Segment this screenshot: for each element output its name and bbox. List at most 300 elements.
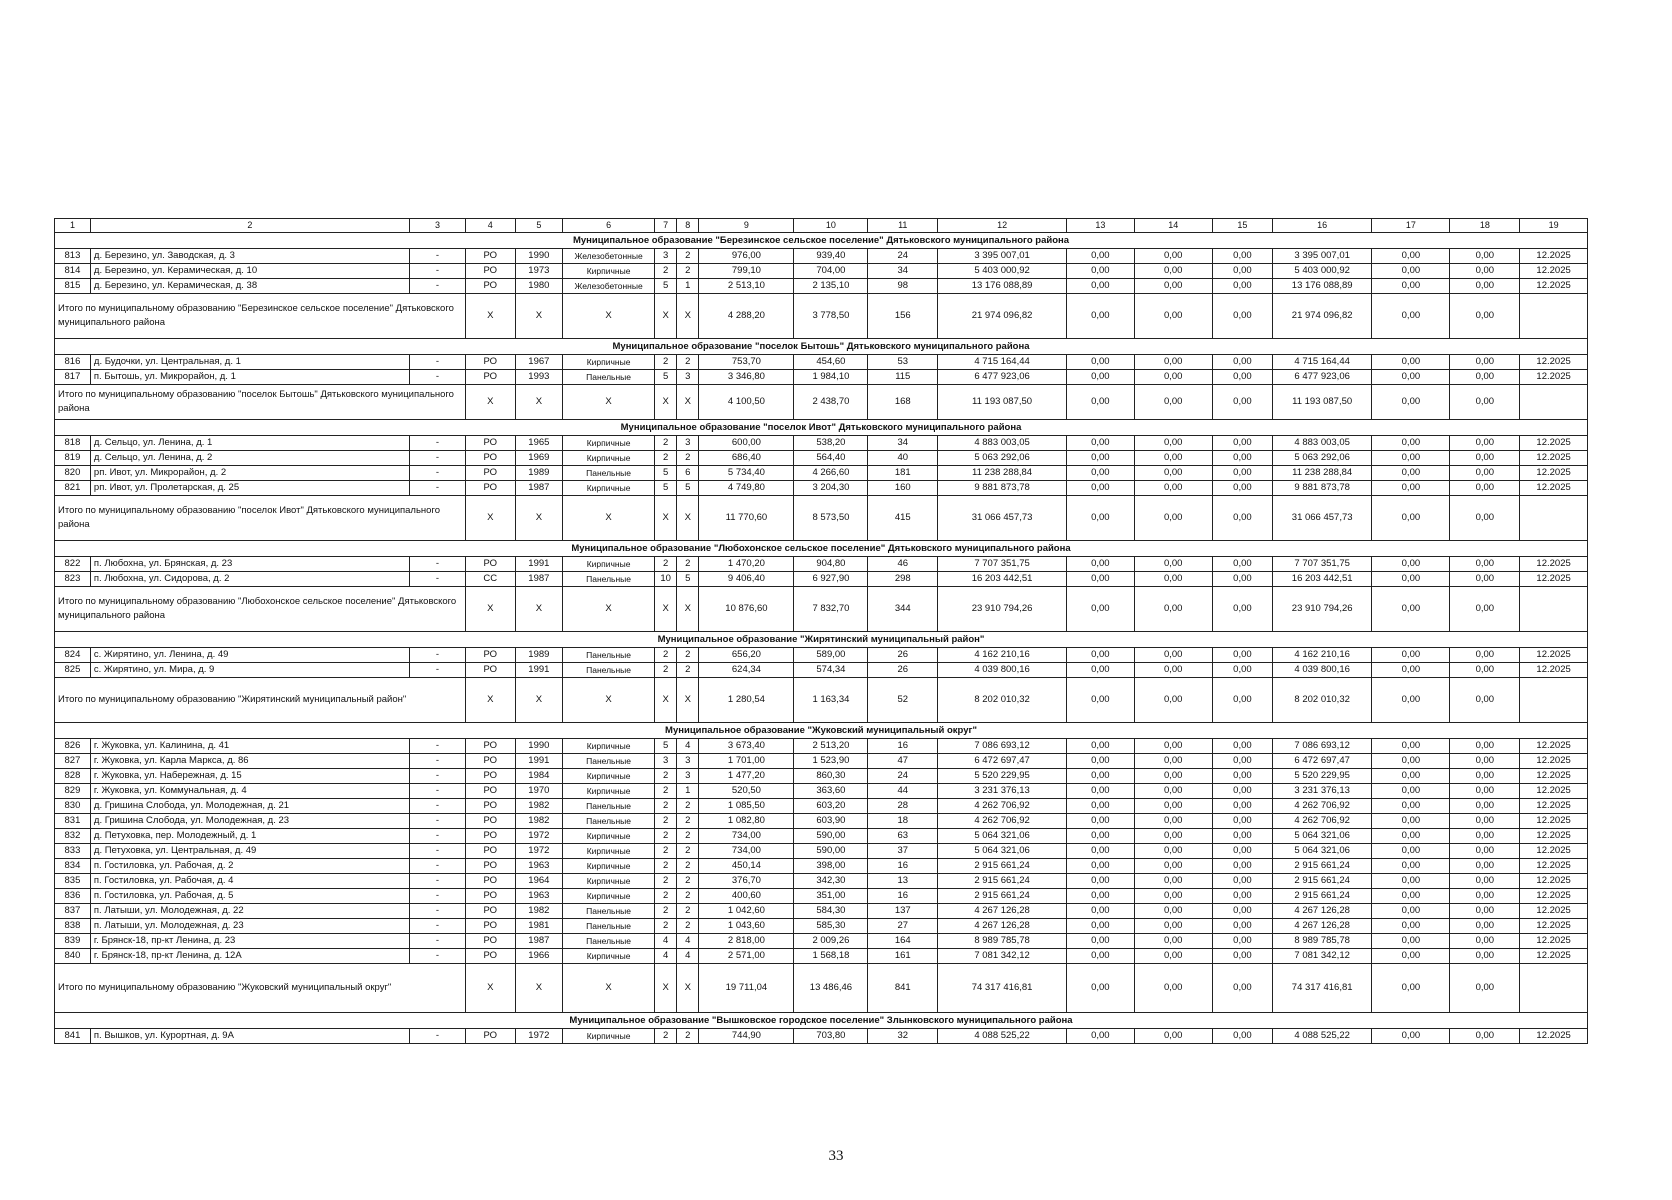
table-cell: Панельные <box>563 919 655 934</box>
table-cell: 4 088 525,22 <box>938 1029 1067 1044</box>
table-cell: Кирпичные <box>563 739 655 754</box>
table-cell: 12.2025 <box>1520 949 1588 964</box>
column-number: 14 <box>1134 219 1212 233</box>
table-cell: 5 <box>677 572 699 587</box>
table-cell: Панельные <box>563 799 655 814</box>
table-cell: 0,00 <box>1212 904 1272 919</box>
table-cell: 27 <box>868 919 938 934</box>
table-cell: 2 <box>655 814 677 829</box>
table-cell: 0,00 <box>1450 264 1520 279</box>
table-cell: 0,00 <box>1450 784 1520 799</box>
total-cell: 21 974 096,82 <box>938 294 1067 339</box>
total-cell: 10 876,60 <box>699 587 794 632</box>
total-cell: 0,00 <box>1450 587 1520 632</box>
table-cell: 4 039 800,16 <box>938 663 1067 678</box>
table-cell: д. Березино, ул. Керамическая, д. 10 <box>90 264 409 279</box>
table-cell: Кирпичные <box>563 949 655 964</box>
table-cell: 835 <box>55 874 91 889</box>
table-cell: 0,00 <box>1134 436 1212 451</box>
total-cell: 1 163,34 <box>794 678 868 723</box>
table-cell: 0,00 <box>1450 829 1520 844</box>
total-cell: 0,00 <box>1372 385 1450 420</box>
total-cell: 0,00 <box>1067 294 1135 339</box>
table-cell: 4 <box>677 949 699 964</box>
table-cell: 0,00 <box>1372 663 1450 678</box>
table-cell: 0,00 <box>1067 829 1135 844</box>
table-cell: 12.2025 <box>1520 557 1588 572</box>
table-cell: 0,00 <box>1134 451 1212 466</box>
table-cell: 4 262 706,92 <box>1273 799 1372 814</box>
table-cell: 0,00 <box>1067 249 1135 264</box>
table-cell: Панельные <box>563 904 655 919</box>
table-cell: РО <box>465 481 515 496</box>
table-row <box>55 829 1588 844</box>
table-cell: РО <box>465 279 515 294</box>
municipality-total-row <box>55 496 1588 541</box>
total-cell: X <box>655 385 677 420</box>
table-row <box>55 370 1588 385</box>
total-cell: X <box>655 294 677 339</box>
column-number: 1 <box>55 219 91 233</box>
table-cell: РО <box>465 859 515 874</box>
total-cell: 23 910 794,26 <box>938 587 1067 632</box>
table-cell: рп. Ивот, ул. Пролетарская, д. 25 <box>90 481 409 496</box>
table-cell: 0,00 <box>1067 481 1135 496</box>
table-cell: - <box>409 904 465 919</box>
table-cell: 840 <box>55 949 91 964</box>
table-cell: - <box>409 949 465 964</box>
column-number: 8 <box>677 219 699 233</box>
table-cell: 26 <box>868 648 938 663</box>
table-cell: 4 <box>655 934 677 949</box>
table-cell: - <box>409 370 465 385</box>
table-cell: 3 <box>677 436 699 451</box>
table-cell: 0,00 <box>1450 279 1520 294</box>
table-cell: 0,00 <box>1067 466 1135 481</box>
table-cell: 830 <box>55 799 91 814</box>
table-cell: 16 203 442,51 <box>1273 572 1372 587</box>
table-cell: 0,00 <box>1450 648 1520 663</box>
municipality-heading-row <box>55 1013 1588 1029</box>
table-cell: 0,00 <box>1212 844 1272 859</box>
table-cell: 115 <box>868 370 938 385</box>
table-cell: 7 086 693,12 <box>1273 739 1372 754</box>
table-cell: 24 <box>868 249 938 264</box>
table-cell: 1973 <box>515 264 563 279</box>
table-cell: - <box>409 874 465 889</box>
table-cell: РО <box>465 904 515 919</box>
table-cell: 814 <box>55 264 91 279</box>
table-cell: 0,00 <box>1134 572 1212 587</box>
municipality-heading: Муниципальное образование "Любохонское сельское поселение" Дятьковского муниципального района <box>55 541 1588 557</box>
table-cell: 520,50 <box>699 784 794 799</box>
table-cell: 5 403 000,92 <box>1273 264 1372 279</box>
total-cell: 0,00 <box>1212 678 1272 723</box>
table-cell: 0,00 <box>1134 814 1212 829</box>
table-cell: Кирпичные <box>563 264 655 279</box>
table-cell: 0,00 <box>1212 784 1272 799</box>
table-cell: д. Березино, ул. Керамическая, д. 38 <box>90 279 409 294</box>
table-cell: 0,00 <box>1212 739 1272 754</box>
table-cell: 2 <box>677 874 699 889</box>
municipality-heading-row <box>55 339 1588 355</box>
total-cell: 23 910 794,26 <box>1273 587 1372 632</box>
table-cell: 160 <box>868 481 938 496</box>
table-cell: 0,00 <box>1372 249 1450 264</box>
total-cell: 168 <box>868 385 938 420</box>
table-cell: 976,00 <box>699 249 794 264</box>
total-label: Итого по муниципальному образованию "поселок Ивот" Дятьковского муниципального района <box>55 496 466 541</box>
table-cell: 828 <box>55 769 91 784</box>
table-cell: 826 <box>55 739 91 754</box>
table-cell: 351,00 <box>794 889 868 904</box>
table-cell: 0,00 <box>1067 889 1135 904</box>
table-cell: 0,00 <box>1450 814 1520 829</box>
table-cell: 0,00 <box>1212 754 1272 769</box>
table-cell: 2 915 661,24 <box>938 874 1067 889</box>
table-cell: 5 064 321,06 <box>938 829 1067 844</box>
table-cell: 0,00 <box>1372 648 1450 663</box>
table-cell: - <box>409 859 465 874</box>
table-cell: 836 <box>55 889 91 904</box>
table-cell: Кирпичные <box>563 1029 655 1044</box>
table-cell: РО <box>465 466 515 481</box>
table-cell: 2 <box>677 799 699 814</box>
table-cell: 0,00 <box>1372 355 1450 370</box>
table-cell: 3 204,30 <box>794 481 868 496</box>
table-cell: с. Жирятино, ул. Мира, д. 9 <box>90 663 409 678</box>
table-cell: 0,00 <box>1450 769 1520 784</box>
table-cell: 4 262 706,92 <box>938 799 1067 814</box>
table-cell: 0,00 <box>1134 874 1212 889</box>
table-cell: 0,00 <box>1212 264 1272 279</box>
table-cell: 2 <box>677 904 699 919</box>
table-cell: 0,00 <box>1134 370 1212 385</box>
total-cell: 0,00 <box>1067 385 1135 420</box>
total-cell <box>1520 496 1588 541</box>
table-row <box>55 557 1588 572</box>
table-cell: 137 <box>868 904 938 919</box>
table-cell: 0,00 <box>1372 919 1450 934</box>
table-cell: РО <box>465 844 515 859</box>
table-cell: 63 <box>868 829 938 844</box>
table-cell: 0,00 <box>1067 648 1135 663</box>
table-cell: г. Жуковка, ул. Карла Маркса, д. 86 <box>90 754 409 769</box>
total-cell: 0,00 <box>1450 678 1520 723</box>
table-cell: 0,00 <box>1450 874 1520 889</box>
column-number: 9 <box>699 219 794 233</box>
table-cell: 841 <box>55 1029 91 1044</box>
table-row <box>55 754 1588 769</box>
table-cell: 734,00 <box>699 844 794 859</box>
table-cell: 12.2025 <box>1520 264 1588 279</box>
table-cell: 4 749,80 <box>699 481 794 496</box>
table-cell: 820 <box>55 466 91 481</box>
table-cell: 0,00 <box>1134 648 1212 663</box>
table-cell: - <box>409 451 465 466</box>
table-cell: 12.2025 <box>1520 784 1588 799</box>
table-row <box>55 648 1588 663</box>
table-cell: 0,00 <box>1134 466 1212 481</box>
table-cell: 7 081 342,12 <box>938 949 1067 964</box>
table-cell: 12.2025 <box>1520 663 1588 678</box>
table-cell: 12.2025 <box>1520 844 1588 859</box>
table-cell: 0,00 <box>1212 481 1272 496</box>
table-cell: - <box>409 844 465 859</box>
table-cell: 0,00 <box>1212 874 1272 889</box>
table-cell: 6 927,90 <box>794 572 868 587</box>
total-cell <box>1520 587 1588 632</box>
table-cell: 0,00 <box>1134 784 1212 799</box>
table-cell: 0,00 <box>1372 949 1450 964</box>
table-cell: 0,00 <box>1450 904 1520 919</box>
table-cell: 0,00 <box>1212 919 1272 934</box>
table-cell: д. Петуховка, пер. Молодежный, д. 1 <box>90 829 409 844</box>
total-cell: X <box>563 587 655 632</box>
table-cell: 7 086 693,12 <box>938 739 1067 754</box>
table-cell: 12.2025 <box>1520 829 1588 844</box>
table-cell: 0,00 <box>1067 355 1135 370</box>
table-cell: 829 <box>55 784 91 799</box>
table-cell: РО <box>465 874 515 889</box>
table-cell: 2 513,10 <box>699 279 794 294</box>
table-cell: 12.2025 <box>1520 279 1588 294</box>
table-cell: 3 346,80 <box>699 370 794 385</box>
column-number: 15 <box>1212 219 1272 233</box>
table-cell: 0,00 <box>1134 904 1212 919</box>
table-cell: 813 <box>55 249 91 264</box>
table-cell: - <box>409 814 465 829</box>
municipality-heading: Муниципальное образование "поселок Ивот" Дятьковского муниципального района <box>55 420 1588 436</box>
table-cell: 1990 <box>515 249 563 264</box>
total-cell: X <box>515 964 563 1013</box>
column-number: 5 <box>515 219 563 233</box>
table-row <box>55 859 1588 874</box>
total-cell: X <box>515 587 563 632</box>
total-cell: 841 <box>868 964 938 1013</box>
table-cell: РО <box>465 264 515 279</box>
municipality-heading-row <box>55 541 1588 557</box>
table-cell: 2 <box>655 769 677 784</box>
table-cell: 2 <box>677 648 699 663</box>
table-cell: 2 <box>655 859 677 874</box>
table-cell: 0,00 <box>1212 648 1272 663</box>
table-cell: 600,00 <box>699 436 794 451</box>
table-cell: д. Березино, ул. Заводская, д. 3 <box>90 249 409 264</box>
table-cell: 0,00 <box>1372 754 1450 769</box>
table-cell: Панельные <box>563 754 655 769</box>
table-cell: РО <box>465 1029 515 1044</box>
table-cell: 2 <box>655 436 677 451</box>
table-cell: 12.2025 <box>1520 799 1588 814</box>
table-cell: 1991 <box>515 663 563 678</box>
table-cell: РО <box>465 799 515 814</box>
table-cell: 4 883 003,05 <box>1273 436 1372 451</box>
column-number: 7 <box>655 219 677 233</box>
table-cell: 1 043,60 <box>699 919 794 934</box>
table-cell: 0,00 <box>1212 814 1272 829</box>
table-cell: 1972 <box>515 1029 563 1044</box>
table-cell: - <box>409 557 465 572</box>
table-cell: 1982 <box>515 904 563 919</box>
table-cell: 1 470,20 <box>699 557 794 572</box>
table-cell: 5 063 292,06 <box>938 451 1067 466</box>
table-cell: 834 <box>55 859 91 874</box>
table-cell: 819 <box>55 451 91 466</box>
table-cell: 839 <box>55 934 91 949</box>
table-cell: 1 <box>677 784 699 799</box>
table-row <box>55 949 1588 964</box>
total-cell: 0,00 <box>1372 678 1450 723</box>
table-cell: 1 085,50 <box>699 799 794 814</box>
municipality-total-row <box>55 587 1588 632</box>
table-cell: 12.2025 <box>1520 572 1588 587</box>
table-cell: 904,80 <box>794 557 868 572</box>
table-row <box>55 264 1588 279</box>
table-row <box>55 919 1588 934</box>
total-cell: 0,00 <box>1067 587 1135 632</box>
table-cell: 0,00 <box>1372 739 1450 754</box>
table-row <box>55 1029 1588 1044</box>
table-cell: РО <box>465 663 515 678</box>
table-cell: - <box>409 572 465 587</box>
table-cell: 342,30 <box>794 874 868 889</box>
table-cell: - <box>409 799 465 814</box>
table-cell: 2 <box>655 355 677 370</box>
total-cell: 19 711,04 <box>699 964 794 1013</box>
table-cell: 9 881 873,78 <box>1273 481 1372 496</box>
total-cell: 0,00 <box>1450 294 1520 339</box>
table-cell: 590,00 <box>794 829 868 844</box>
table-cell: 0,00 <box>1212 466 1272 481</box>
table-cell: 824 <box>55 648 91 663</box>
table-cell: г. Жуковка, ул. Коммунальная, д. 4 <box>90 784 409 799</box>
table-row <box>55 814 1588 829</box>
table-cell: 5 <box>655 466 677 481</box>
municipality-heading: Муниципальное образование "Березинское сельское поселение" Дятьковского муниципального района <box>55 233 1588 249</box>
column-number: 10 <box>794 219 868 233</box>
table-cell: 12.2025 <box>1520 481 1588 496</box>
table-cell: 0,00 <box>1212 934 1272 949</box>
total-cell: 0,00 <box>1134 678 1212 723</box>
table-cell: 2 571,00 <box>699 949 794 964</box>
table-cell: 3 <box>677 769 699 784</box>
municipality-heading-row <box>55 233 1588 249</box>
table-cell: 831 <box>55 814 91 829</box>
table-cell: Кирпичные <box>563 481 655 496</box>
table-cell: 4 <box>677 739 699 754</box>
table-cell: 0,00 <box>1450 844 1520 859</box>
table-cell: - <box>409 648 465 663</box>
table-cell: п. Любохна, ул. Сидорова, д. 2 <box>90 572 409 587</box>
table-cell: д. Гришина Слобода, ул. Молодежная, д. 23 <box>90 814 409 829</box>
table-cell: 0,00 <box>1450 451 1520 466</box>
table-cell: 0,00 <box>1212 949 1272 964</box>
table-cell: 4 266,60 <box>794 466 868 481</box>
total-cell: X <box>465 294 515 339</box>
table-cell: 4 267 126,28 <box>938 919 1067 934</box>
total-cell: 0,00 <box>1134 587 1212 632</box>
table-cell: 5 520 229,95 <box>1273 769 1372 784</box>
table-cell: 704,00 <box>794 264 868 279</box>
table-cell: 1987 <box>515 572 563 587</box>
total-cell: X <box>465 385 515 420</box>
total-cell: X <box>515 678 563 723</box>
municipality-heading: Муниципальное образование "Вышковское городское поселение" Злынковского муниципального района <box>55 1013 1588 1029</box>
table-cell: 376,70 <box>699 874 794 889</box>
table-cell: 3 <box>677 370 699 385</box>
table-row <box>55 784 1588 799</box>
table-cell: 1990 <box>515 739 563 754</box>
table-cell: 0,00 <box>1372 844 1450 859</box>
table-cell: 1987 <box>515 481 563 496</box>
total-cell <box>1520 294 1588 339</box>
table-cell: 0,00 <box>1450 557 1520 572</box>
table-cell: 363,60 <box>794 784 868 799</box>
table-cell: 2 <box>677 859 699 874</box>
total-cell: 0,00 <box>1372 587 1450 632</box>
table-cell: 12.2025 <box>1520 919 1588 934</box>
table-cell: 1993 <box>515 370 563 385</box>
table-cell: д. Петуховка, ул. Центральная, д. 49 <box>90 844 409 859</box>
table-cell: 838 <box>55 919 91 934</box>
table-cell: 4 262 706,92 <box>938 814 1067 829</box>
table-cell: 1991 <box>515 557 563 572</box>
table-cell: 0,00 <box>1134 859 1212 874</box>
table-cell: 860,30 <box>794 769 868 784</box>
table-cell: 0,00 <box>1067 844 1135 859</box>
table-cell: 1963 <box>515 889 563 904</box>
table-cell: 12.2025 <box>1520 769 1588 784</box>
table-cell: 40 <box>868 451 938 466</box>
column-number: 18 <box>1450 219 1520 233</box>
table-cell: 5 <box>655 739 677 754</box>
table-cell: 832 <box>55 829 91 844</box>
table-cell: 3 395 007,01 <box>938 249 1067 264</box>
table-cell: 7 707 351,75 <box>938 557 1067 572</box>
table-row <box>55 466 1588 481</box>
table-cell: 12.2025 <box>1520 466 1588 481</box>
table-cell: 4 039 800,16 <box>1273 663 1372 678</box>
table-cell: 0,00 <box>1134 739 1212 754</box>
table-cell: РО <box>465 769 515 784</box>
total-cell: 11 770,60 <box>699 496 794 541</box>
total-cell: 11 193 087,50 <box>1273 385 1372 420</box>
table-cell: 0,00 <box>1212 769 1272 784</box>
table-cell: 0,00 <box>1372 370 1450 385</box>
table-cell: д. Сельцо, ул. Ленина, д. 1 <box>90 436 409 451</box>
table-cell: 0,00 <box>1134 481 1212 496</box>
total-cell: X <box>465 496 515 541</box>
table-cell: 0,00 <box>1372 481 1450 496</box>
table-cell: 2 915 661,24 <box>938 889 1067 904</box>
table-row <box>55 249 1588 264</box>
table-cell: 0,00 <box>1372 784 1450 799</box>
table-cell: 34 <box>868 264 938 279</box>
table-cell: 5 403 000,92 <box>938 264 1067 279</box>
table-cell: 0,00 <box>1134 844 1212 859</box>
table-cell: 0,00 <box>1212 249 1272 264</box>
table-cell: РО <box>465 949 515 964</box>
table-cell: Кирпичные <box>563 784 655 799</box>
table-cell: 5 520 229,95 <box>938 769 1067 784</box>
table-cell: 5 064 321,06 <box>1273 844 1372 859</box>
page-number: 33 <box>828 1148 844 1164</box>
table-cell: г. Жуковка, ул. Калинина, д. 41 <box>90 739 409 754</box>
table-cell: 0,00 <box>1450 949 1520 964</box>
table-cell: 1 701,00 <box>699 754 794 769</box>
table-cell: РО <box>465 814 515 829</box>
